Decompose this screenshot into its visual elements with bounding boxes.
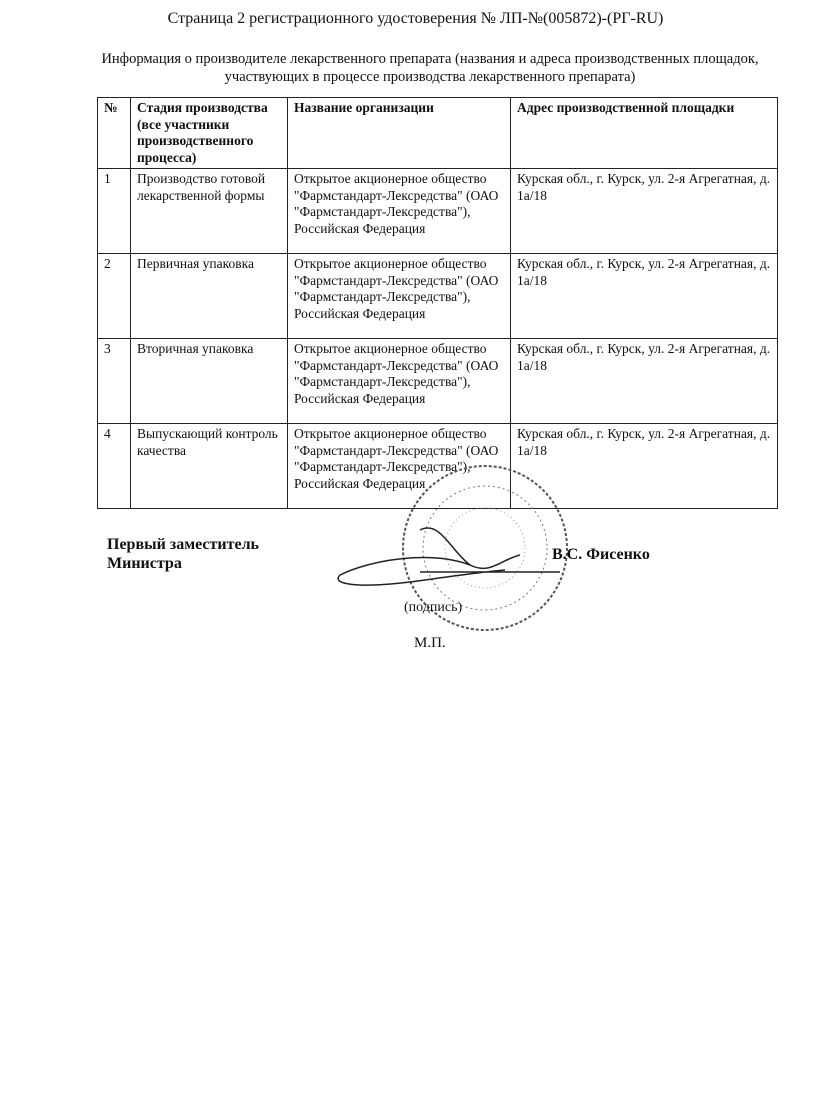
signatory-position: Первый заместитель Министра bbox=[107, 536, 259, 572]
cell-stage: Выпускающий контроль качества bbox=[131, 424, 288, 509]
cell-number: 4 bbox=[98, 424, 131, 509]
cell-number: 2 bbox=[98, 254, 131, 339]
signature-label: (подпись) bbox=[404, 600, 463, 615]
cell-address: Курская обл., г. Курск, ул. 2-я Агрегатная, д. 1а/18 bbox=[511, 254, 778, 339]
signatory-name: В.С. Фисенко bbox=[552, 546, 650, 563]
cell-number: 3 bbox=[98, 339, 131, 424]
table-row bbox=[98, 339, 778, 424]
manufacturer-info-heading: Информация о производителе лекарственного препарата (названия и адреса производственных площадок, участвующих в процессе производства лекарственного препарата) bbox=[101, 51, 759, 85]
column-header-address: Адрес производственной площадки bbox=[511, 98, 778, 169]
cell-stage: Производство готовой лекарственной формы bbox=[131, 169, 288, 254]
cell-organization: Открытое акционерное общество "Фармстандарт-Лексредства" (ОАО "Фармстандарт-Лексредства"), Российская Федерация bbox=[288, 169, 511, 254]
cell-stage: Первичная упаковка bbox=[131, 254, 288, 339]
table-header-row bbox=[98, 98, 778, 169]
handwritten-signature bbox=[330, 510, 570, 590]
cell-address: Курская обл., г. Курск, ул. 2-я Агрегатная, д. 1а/18 bbox=[511, 424, 778, 509]
cell-address: Курская обл., г. Курск, ул. 2-я Агрегатная, д. 1а/18 bbox=[511, 169, 778, 254]
seal-label: М.П. bbox=[414, 635, 446, 651]
column-header-number: № bbox=[98, 98, 131, 169]
cell-organization: Открытое акционерное общество "Фармстандарт-Лексредства" (ОАО "Фармстандарт-Лексредства"), Российская Федерация bbox=[288, 424, 511, 509]
page-title: Страница 2 регистрационного удостоверения № ЛП-№(005872)-(РГ-RU) bbox=[167, 10, 664, 27]
table-row bbox=[98, 254, 778, 339]
cell-organization: Открытое акционерное общество "Фармстандарт-Лексредства" (ОАО "Фармстандарт-Лексредства"), Российская Федерация bbox=[288, 339, 511, 424]
column-header-organization: Название организации bbox=[288, 98, 511, 169]
cell-number: 1 bbox=[98, 169, 131, 254]
table-row bbox=[98, 169, 778, 254]
manufacturer-table bbox=[97, 97, 778, 509]
cell-stage: Вторичная упаковка bbox=[131, 339, 288, 424]
cell-address: Курская обл., г. Курск, ул. 2-я Агрегатная, д. 1а/18 bbox=[511, 339, 778, 424]
cell-organization: Открытое акционерное общество "Фармстандарт-Лексредства" (ОАО "Фармстандарт-Лексредства"), Российская Федерация bbox=[288, 254, 511, 339]
column-header-stage: Стадия производства (все участники производственного процесса) bbox=[131, 98, 288, 169]
